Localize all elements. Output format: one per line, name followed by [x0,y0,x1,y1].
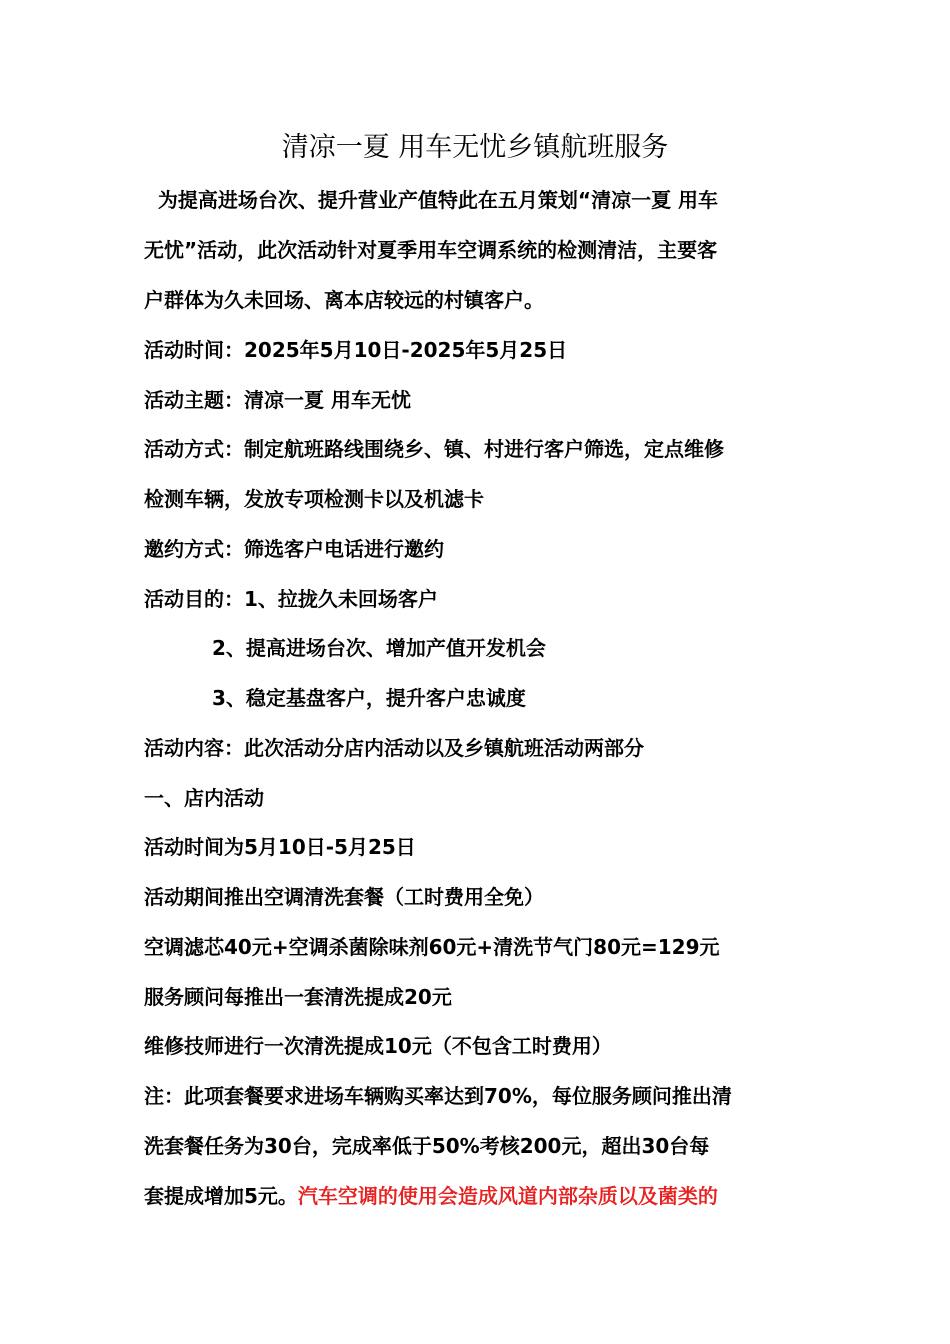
invite-method: 邀约方式：筛选客户电话进行邀约 [144,537,444,561]
in-store-time: 活动时间为5月10日-5月25日 [144,835,416,859]
activity-goal-3: 3、稳定基盘客户，提升客户忠诚度 [212,686,526,710]
activity-method-line-2: 检测车辆，发放专项检测卡以及机滤卡 [144,487,484,511]
technician-commission: 维修技师进行一次清洗提成10元（不包含工时费用） [144,1034,612,1058]
intro-line-2: 无忧”活动，此次活动针对夏季用车空调系统的检测清洁，主要客 [144,238,718,262]
intro-line-3: 户群体为久未回场、离本店较远的村镇客户。 [144,288,544,312]
activity-content: 活动内容：此次活动分店内活动以及乡镇航班活动两部分 [144,736,644,760]
activity-theme: 活动主题：清凉一夏 用车无忧 [144,388,411,412]
in-store-package: 活动期间推出空调清洗套餐（工时费用全免） [144,885,544,909]
note-line-2: 洗套餐任务为30台，完成率低于50%考核200元，超出30台每 [144,1134,710,1158]
note-line-1: 注：此项套餐要求进场车辆购买率达到70%，每位服务顾问推出清 [144,1084,732,1108]
highlight-text: 汽车空调的使用会造成风道内部杂质以及菌类的 [297,1184,718,1208]
advisor-commission: 服务顾问每推出一套清洗提成20元 [144,985,452,1009]
activity-goal-1: 活动目的：1、拉拢久未回场客户 [144,587,438,611]
document-title: 清凉一夏 用车无忧乡镇航班服务 [281,132,669,163]
intro-line-1: 为提高进场台次、提升营业产值特此在五月策划“清凉一夏 用车 [144,188,719,212]
activity-method-line-1: 活动方式：制定航班路线围绕乡、镇、村进行客户筛选，定点维修 [144,437,724,461]
note-line-3-text: 套提成增加5元。 [144,1184,298,1208]
note-line-3 [144,1176,718,1216]
activity-goal-2: 2、提高进场台次、增加产值开发机会 [212,636,546,660]
section-heading-in-store: 一、店内活动 [144,786,264,810]
activity-time: 活动时间：2025年5月10日-2025年5月25日 [144,338,568,362]
package-price: 空调滤芯40元+空调杀菌除味剂60元+清洗节气门80元=129元 [144,935,720,959]
